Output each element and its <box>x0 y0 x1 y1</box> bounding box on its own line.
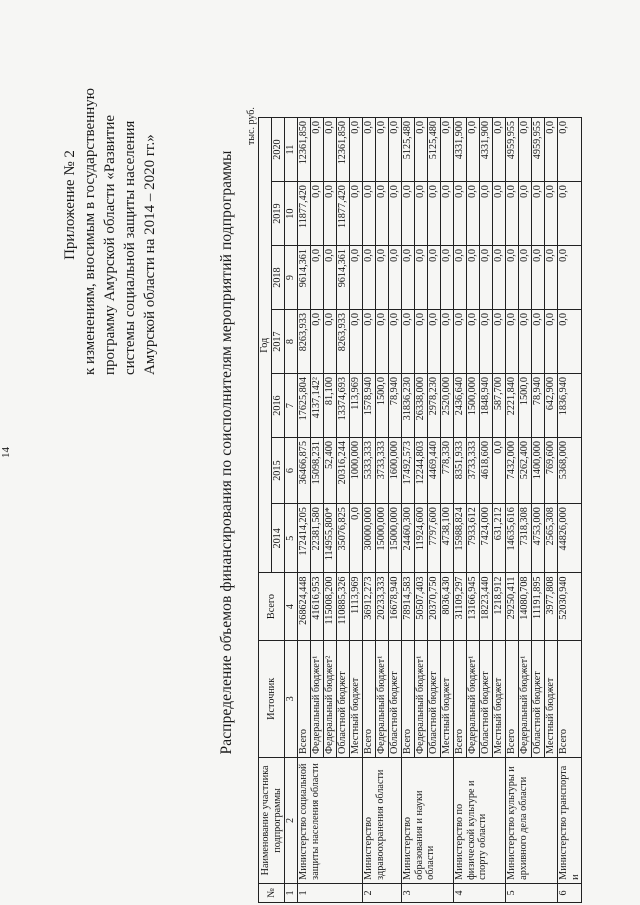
amount-cell: 17492,573 <box>402 438 415 504</box>
header-col-number: 10 <box>285 182 298 246</box>
amount-cell: 0,0 <box>532 182 545 246</box>
amount-cell: 0,0 <box>519 310 532 374</box>
amount-cell: 13374,693 <box>337 374 350 438</box>
amount-cell: 769,600 <box>545 438 558 504</box>
funding-source: Местный бюджет <box>545 640 558 757</box>
amount-cell: 7318,308 <box>519 504 532 573</box>
amount-cell: 0,0 <box>454 246 467 310</box>
amount-cell: 18223,440 <box>480 573 493 640</box>
amount-cell: 2221,840 <box>506 374 519 438</box>
amount-cell: 12361,850 <box>337 118 350 182</box>
amount-cell: 0,0 <box>350 182 363 246</box>
amount-cell: 0,0 <box>415 118 428 182</box>
amount-cell: 20370,750 <box>428 573 441 640</box>
header-year-group: Год <box>259 118 272 573</box>
participant-name: Министерство культуры и архивного дела области <box>506 757 558 883</box>
header-col-number: 9 <box>285 246 298 310</box>
header-year: 2019 <box>272 182 285 246</box>
amount-cell: 3977,808 <box>545 573 558 640</box>
amount-cell: 17625,804 <box>298 374 311 438</box>
amount-cell: 0,0 <box>493 118 506 182</box>
amount-cell: 2565,308 <box>545 504 558 573</box>
amount-cell: 0,0 <box>532 310 545 374</box>
header-year: 2018 <box>272 246 285 310</box>
amount-cell: 0,0 <box>363 182 376 246</box>
amount-cell: 0,0 <box>402 310 415 374</box>
amount-cell: 0,0 <box>454 182 467 246</box>
appendix-line-4: системы социальной защиты населения <box>122 120 138 375</box>
amount-cell: 0,0 <box>402 182 415 246</box>
amount-cell: 0,0 <box>311 182 324 246</box>
amount-cell: 50507,403 <box>415 573 428 640</box>
amount-cell: 0,0 <box>389 182 402 246</box>
amount-cell: 5368,000 <box>558 438 582 504</box>
amount-cell: 0,0 <box>467 310 480 374</box>
header-col-number: 8 <box>285 310 298 374</box>
amount-cell: 2978,230 <box>428 374 441 438</box>
table-row <box>454 118 467 903</box>
header-year: 2017 <box>272 310 285 374</box>
amount-cell: 8351,933 <box>454 438 467 504</box>
amount-cell: 1500,0 <box>376 374 389 438</box>
amount-cell: 4753,000 <box>532 504 545 573</box>
amount-cell: 114955,800* <box>324 504 337 573</box>
amount-cell: 0,0 <box>350 118 363 182</box>
amount-cell: 11924,600 <box>415 504 428 573</box>
funding-table <box>258 117 582 903</box>
amount-cell: 0,0 <box>506 310 519 374</box>
participant-number: 5 <box>506 883 558 902</box>
amount-cell: 7797,600 <box>428 504 441 573</box>
amount-cell: 0,0 <box>402 246 415 310</box>
amount-cell: 26338,000 <box>415 374 428 438</box>
amount-cell: 0,0 <box>545 118 558 182</box>
amount-cell: 14080,708 <box>519 573 532 640</box>
amount-cell: 2436,640 <box>454 374 467 438</box>
amount-cell: 0,0 <box>441 246 454 310</box>
amount-cell: 3733,333 <box>376 438 389 504</box>
amount-cell: 11877,420 <box>337 182 350 246</box>
funding-source: Всего <box>298 640 311 757</box>
amount-cell: 0,0 <box>519 182 532 246</box>
amount-cell: 0,0 <box>428 246 441 310</box>
amount-cell: 0,0 <box>376 246 389 310</box>
amount-cell: 5333,333 <box>363 438 376 504</box>
funding-source: Всего <box>506 640 519 757</box>
amount-cell: 0,0 <box>558 246 582 310</box>
header-no: № <box>259 883 285 902</box>
amount-cell: 1500,0 <box>519 374 532 438</box>
participant-name: Министерство здравоохранения области <box>363 757 402 883</box>
amount-cell: 15988,824 <box>454 504 467 573</box>
amount-cell: 20316,244 <box>337 438 350 504</box>
funding-source: Федеральный бюджет² <box>324 640 337 757</box>
amount-cell: 7432,000 <box>506 438 519 504</box>
participant-number: 3 <box>402 883 454 902</box>
amount-cell: 0,0 <box>389 118 402 182</box>
funding-source: Местный бюджет <box>350 640 363 757</box>
amount-cell: 113,969 <box>350 374 363 438</box>
appendix-line-2: к изменениям, вносимым в государственную <box>82 88 98 375</box>
amount-cell: 0,0 <box>363 118 376 182</box>
amount-cell: 0,0 <box>324 310 337 374</box>
funding-source: Местный бюджет <box>493 640 506 757</box>
amount-cell: 20233,333 <box>376 573 389 640</box>
amount-cell: 7933,612 <box>467 504 480 573</box>
amount-cell: 631,212 <box>493 504 506 573</box>
amount-cell: 78,940 <box>389 374 402 438</box>
amount-cell: 0,0 <box>558 310 582 374</box>
amount-cell: 5125,480 <box>428 118 441 182</box>
appendix-header <box>60 35 160 375</box>
funding-source: Федеральный бюджет¹ <box>415 640 428 757</box>
amount-cell: 0,0 <box>454 310 467 374</box>
amount-cell: 0,0 <box>519 118 532 182</box>
amount-cell: 29250,411 <box>506 573 519 640</box>
amount-cell: 1218,912 <box>493 573 506 640</box>
funding-source: Местный бюджет <box>441 640 454 757</box>
amount-cell: 31109,297 <box>454 573 467 640</box>
participant-name: Министерство транспорта и <box>558 757 582 883</box>
amount-cell: 0,0 <box>428 182 441 246</box>
amount-cell: 52030,940 <box>558 573 582 640</box>
funding-source: Федеральный бюджет¹ <box>467 640 480 757</box>
amount-cell: 4331,900 <box>454 118 467 182</box>
participant-name: Министерство по физической культуре и спорту области <box>454 757 506 883</box>
amount-cell: 0,0 <box>519 246 532 310</box>
amount-cell: 172414,205 <box>298 504 311 573</box>
amount-cell: 2520,000 <box>441 374 454 438</box>
funding-source: Всего <box>558 640 582 757</box>
header-col-number: 1 <box>285 883 298 902</box>
header-numbering-row <box>285 118 298 903</box>
amount-cell: 0,0 <box>532 246 545 310</box>
funding-table-wrap <box>258 117 582 903</box>
amount-cell: 13166,945 <box>467 573 480 640</box>
amount-cell: 0,0 <box>493 438 506 504</box>
amount-cell: 36466,875 <box>298 438 311 504</box>
page-number: 14 <box>0 447 12 458</box>
funding-source: Федеральный бюджет¹ <box>519 640 532 757</box>
amount-cell: 0,0 <box>311 118 324 182</box>
amount-cell: 41616,953 <box>311 573 324 640</box>
amount-cell: 115008,200 <box>324 573 337 640</box>
amount-cell: 4959,955 <box>506 118 519 182</box>
amount-cell: 12244,803 <box>415 438 428 504</box>
amount-cell: 22381,580 <box>311 504 324 573</box>
amount-cell: 0,0 <box>480 310 493 374</box>
header-col-number: 6 <box>285 438 298 504</box>
amount-cell: 0,0 <box>467 246 480 310</box>
amount-cell: 0,0 <box>545 182 558 246</box>
amount-cell: 0,0 <box>311 246 324 310</box>
amount-cell: 4959,955 <box>532 118 545 182</box>
amount-cell: 4469,440 <box>428 438 441 504</box>
amount-cell: 4618,600 <box>480 438 493 504</box>
amount-cell: 1400,000 <box>532 438 545 504</box>
amount-cell: 7424,000 <box>480 504 493 573</box>
amount-cell: 0,0 <box>376 182 389 246</box>
amount-cell: 0,0 <box>441 118 454 182</box>
participant-number: 6 <box>558 883 582 902</box>
amount-cell: 0,0 <box>558 118 582 182</box>
amount-cell: 0,0 <box>493 310 506 374</box>
funding-source: Федеральный бюджет¹ <box>311 640 324 757</box>
table-body <box>298 118 582 903</box>
amount-cell: 0,0 <box>350 246 363 310</box>
participant-number: 1 <box>298 883 363 902</box>
amount-cell: 0,0 <box>545 310 558 374</box>
funding-source: Всего <box>454 640 467 757</box>
amount-cell: 3733,333 <box>467 438 480 504</box>
amount-cell: 12361,850 <box>298 118 311 182</box>
amount-cell: 30000,000 <box>363 504 376 573</box>
amount-cell: 31836,230 <box>402 374 415 438</box>
amount-cell: 0,0 <box>324 182 337 246</box>
amount-cell: 5262,400 <box>519 438 532 504</box>
amount-cell: 36912,273 <box>363 573 376 640</box>
amount-cell: 8036,430 <box>441 573 454 640</box>
amount-cell: 642,900 <box>545 374 558 438</box>
header-col-number: 11 <box>285 118 298 182</box>
amount-cell: 9614,361 <box>337 246 350 310</box>
table-row <box>402 118 415 903</box>
amount-cell: 14635,616 <box>506 504 519 573</box>
header-source: Источник <box>259 640 285 757</box>
amount-cell: 11191,895 <box>532 573 545 640</box>
amount-cell: 0,0 <box>389 246 402 310</box>
table-row <box>558 118 582 903</box>
appendix-line-1: Приложение № 2 <box>62 150 78 260</box>
amount-cell: 0,0 <box>324 118 337 182</box>
amount-cell: 1113,969 <box>350 573 363 640</box>
funding-source: Федеральный бюджет¹ <box>376 640 389 757</box>
document-title: Распределение объемов финансирования по соисполнителям мероприятий подпрограммы <box>218 150 235 755</box>
header-year: 2015 <box>272 438 285 504</box>
amount-cell: 0,0 <box>493 182 506 246</box>
amount-cell: 0,0 <box>428 310 441 374</box>
amount-cell: 0,0 <box>363 310 376 374</box>
amount-cell: 4738,100 <box>441 504 454 573</box>
amount-cell: 0,0 <box>350 310 363 374</box>
amount-cell: 0,0 <box>467 118 480 182</box>
amount-cell: 0,0 <box>467 182 480 246</box>
amount-cell: 1578,940 <box>363 374 376 438</box>
participant-name: Министерство образования и науки области <box>402 757 454 883</box>
amount-cell: 0,0 <box>363 246 376 310</box>
header-col-number: 5 <box>285 504 298 573</box>
amount-cell: 110885,326 <box>337 573 350 640</box>
amount-cell: 0,0 <box>493 246 506 310</box>
amount-cell: 78914,583 <box>402 573 415 640</box>
participant-number: 4 <box>454 883 506 902</box>
funding-source: Областной бюджет <box>337 640 350 757</box>
amount-cell: 0,0 <box>415 246 428 310</box>
amount-cell: 78,940 <box>532 374 545 438</box>
appendix-line-3: программу Амурской области «Развитие <box>102 114 118 375</box>
amount-cell: 52,400 <box>324 438 337 504</box>
funding-source: Всего <box>363 640 376 757</box>
amount-cell: 35076,825 <box>337 504 350 573</box>
amount-cell: 0,0 <box>480 182 493 246</box>
amount-cell: 4331,900 <box>480 118 493 182</box>
funding-source: Областной бюджет <box>480 640 493 757</box>
amount-cell: 0,0 <box>324 246 337 310</box>
amount-cell: 4137,142² <box>311 374 324 438</box>
unit-label: тыс. руб. <box>246 107 257 145</box>
amount-cell: 15000,000 <box>389 504 402 573</box>
amount-cell: 9614,361 <box>298 246 311 310</box>
amount-cell: 587,700 <box>493 374 506 438</box>
amount-cell: 1600,000 <box>389 438 402 504</box>
amount-cell: 24460,300 <box>402 504 415 573</box>
amount-cell: 0,0 <box>415 182 428 246</box>
amount-cell: 8263,933 <box>337 310 350 374</box>
amount-cell: 11877,420 <box>298 182 311 246</box>
participant-name: Министерство социальной защиты населения области <box>298 757 363 883</box>
amount-cell: 0,0 <box>480 246 493 310</box>
amount-cell: 0,0 <box>545 246 558 310</box>
amount-cell: 0,0 <box>558 182 582 246</box>
header-col-number: 3 <box>285 640 298 757</box>
amount-cell: 1848,940 <box>480 374 493 438</box>
header-year: 2014 <box>272 504 285 573</box>
header-year: 2020 <box>272 118 285 182</box>
table-row <box>363 118 376 903</box>
amount-cell: 1500,000 <box>467 374 480 438</box>
funding-source: Всего <box>402 640 415 757</box>
amount-cell: 81,100 <box>324 374 337 438</box>
amount-cell: 0,0 <box>506 182 519 246</box>
amount-cell: 16678,940 <box>389 573 402 640</box>
participant-number: 2 <box>363 883 402 902</box>
funding-source: Областной бюджет <box>428 640 441 757</box>
amount-cell: 0,0 <box>441 310 454 374</box>
header-col-number: 7 <box>285 374 298 438</box>
amount-cell: 15000,000 <box>376 504 389 573</box>
header-year: 2016 <box>272 374 285 438</box>
amount-cell: 0,0 <box>441 182 454 246</box>
amount-cell: 0,0 <box>350 504 363 573</box>
amount-cell: 1836,940 <box>558 374 582 438</box>
amount-cell: 0,0 <box>389 310 402 374</box>
header-total: Всего <box>259 573 285 640</box>
amount-cell: 0,0 <box>311 310 324 374</box>
amount-cell: 5125,480 <box>402 118 415 182</box>
amount-cell: 268624,448 <box>298 573 311 640</box>
header-participant: Наименование участника подпрограммы <box>259 757 285 883</box>
table-row <box>506 118 519 903</box>
amount-cell: 0,0 <box>415 310 428 374</box>
funding-source: Областной бюджет <box>389 640 402 757</box>
amount-cell: 8263,933 <box>298 310 311 374</box>
appendix-line-5: Амурской области на 2014 – 2020 гг.» <box>142 134 158 375</box>
funding-source: Областной бюджет <box>532 640 545 757</box>
header-col-number: 2 <box>285 757 298 883</box>
amount-cell: 1000,000 <box>350 438 363 504</box>
amount-cell: 44826,000 <box>558 504 582 573</box>
amount-cell: 778,330 <box>441 438 454 504</box>
amount-cell: 0,0 <box>376 118 389 182</box>
amount-cell: 15098,231 <box>311 438 324 504</box>
amount-cell: 0,0 <box>376 310 389 374</box>
amount-cell: 0,0 <box>506 246 519 310</box>
table-row <box>298 118 311 903</box>
header-col-number: 4 <box>285 573 298 640</box>
